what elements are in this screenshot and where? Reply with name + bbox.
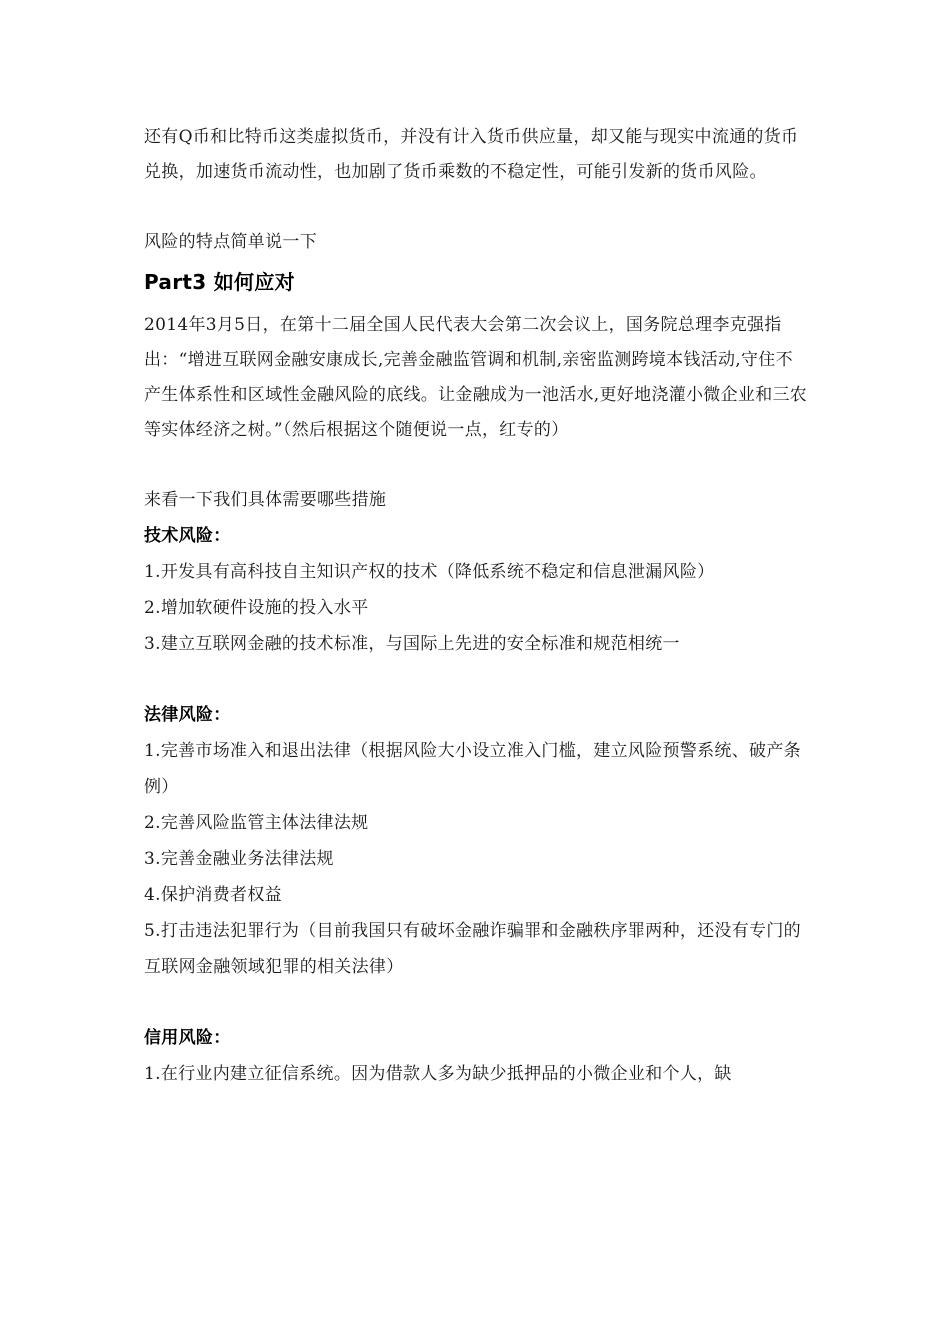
list-item: 2.完善风险监管主体法律法规 bbox=[144, 813, 369, 833]
list-item: 1.在行业内建立征信系统。因为借款人多为缺少抵押品的小微企业和个人，缺 bbox=[144, 1064, 732, 1084]
list-item: 3.建立互联网金融的技术标准，与国际上先进的安全标准和规范相统一 bbox=[144, 634, 680, 654]
part3-heading: Part3 如何应对 bbox=[144, 270, 295, 294]
note-measures: 来看一下我们具体需要哪些措施 bbox=[144, 490, 387, 510]
spacer bbox=[144, 448, 808, 483]
list-item: 1.完善市场准入和退出法律（根据风险大小设立准入门槛，建立风险预警系统、破产条例） bbox=[144, 741, 801, 797]
list-item: 4.保护消费者权益 bbox=[144, 885, 282, 905]
document-body bbox=[144, 120, 808, 1092]
section-heading-credit-risk: 信用风险： bbox=[144, 1028, 231, 1048]
list-item: 1.开发具有高科技自主知识产权的技术（降低系统不稳定和信息泄漏风险） bbox=[144, 562, 715, 582]
spacer bbox=[144, 662, 808, 697]
list-item: 5.打击违法犯罪行为（目前我国只有破坏金融诈骗罪和金融秩序罪两种，还没有专门的互联网金融领域犯罪的相关法律） bbox=[144, 921, 801, 977]
paragraph-premier-quote: 2014年3月5日，在第十二届全国人民代表大会第二次会议上，国务院总理李克强指出：“增进互联网金融安康成长,完善金融监管调和机制,亲密监测跨境本钱活动,守住不产生体系性和区域性金融风险的底线。让金融成为一池活水,更好地浇灌小微企业和三农等实体经济之树。”（然后根据这个随便说一点，红专的） bbox=[144, 315, 808, 440]
list-item: 3.完善金融业务法律法规 bbox=[144, 849, 334, 869]
spacer bbox=[144, 985, 808, 1020]
section-heading-technical-risk: 技术风险： bbox=[144, 526, 231, 546]
section-heading-legal-risk: 法律风险： bbox=[144, 705, 231, 725]
spacer bbox=[144, 190, 808, 225]
list-item: 2.增加软硬件设施的投入水平 bbox=[144, 598, 369, 618]
paragraph-virtual-currency: 还有Q币和比特币这类虚拟货币，并没有计入货币供应量，却又能与现实中流通的货币兑换，加速货币流动性，也加剧了货币乘数的不稳定性，可能引发新的货币风险。 bbox=[144, 127, 799, 182]
note-risk-features: 风险的特点简单说一下 bbox=[144, 232, 317, 252]
